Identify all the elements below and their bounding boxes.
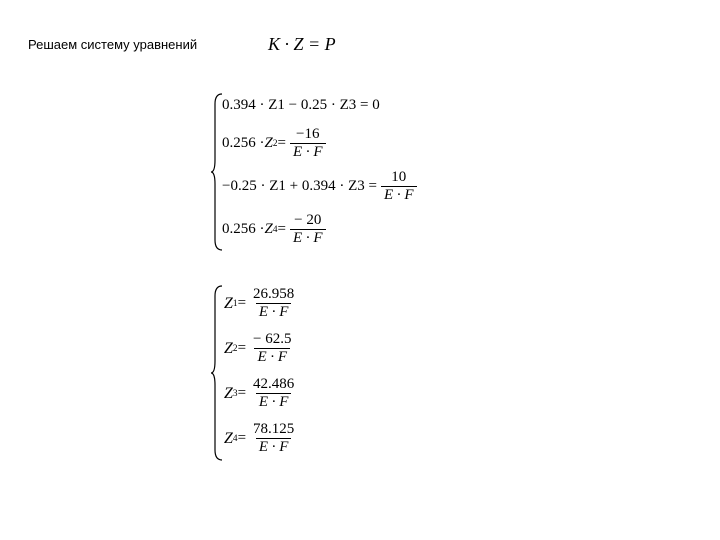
eq3-lhs: −0.25 · Z1 + 0.394 · Z3 =: [222, 178, 377, 194]
eq4-denominator: E · F: [290, 229, 326, 247]
z1-sub: 1: [232, 298, 238, 309]
z3-fraction: [250, 376, 297, 411]
z1-denominator: E · F: [256, 303, 292, 321]
eq2-eqsign: =: [277, 135, 286, 151]
z4-var: Z: [224, 429, 233, 447]
solution-z3: [224, 376, 297, 411]
eq3-numerator: 10: [391, 169, 407, 185]
z2-var: Z: [224, 339, 233, 357]
system1-eq1: [222, 97, 380, 114]
z2-eqsign: =: [237, 340, 247, 356]
caption-text: Решаем систему уравнений: [28, 37, 198, 52]
z2-denominator: E · F: [254, 348, 290, 366]
eq4-eqsign: =: [277, 221, 286, 237]
eq3-denominator: E · F: [381, 186, 417, 204]
system1-eq3: [222, 169, 417, 204]
eq1-text: 0.394 · Z1 − 0.25 · Z3 = 0: [222, 97, 380, 113]
z1-fraction: [250, 286, 297, 321]
eq2-fraction: [290, 126, 326, 161]
z4-denominator: E · F: [256, 438, 292, 456]
z1-eqsign: =: [237, 295, 247, 311]
solution-z4: [224, 421, 297, 456]
eq4-var: Z: [264, 221, 273, 237]
eq4-fraction: [290, 212, 326, 247]
z2-numerator: − 62.5: [253, 331, 292, 347]
z1-var: Z: [224, 294, 233, 312]
eq3-fraction: [381, 169, 417, 204]
eq2-denominator: E · F: [290, 143, 326, 161]
z3-denominator: E · F: [256, 393, 292, 411]
z4-sub: 4: [232, 433, 238, 444]
z3-numerator: 42.486: [253, 376, 295, 392]
eq2-var: Z: [264, 135, 273, 151]
solution-z1: [224, 286, 297, 321]
eq2-sub: 2: [272, 138, 278, 149]
z2-sub: 2: [232, 343, 238, 354]
solution-z2: [224, 331, 295, 366]
eq2-coef: 0.256 ·: [222, 135, 265, 151]
main-equation: K · Z = P: [268, 34, 336, 54]
system1-eq2: [222, 126, 326, 161]
z4-eqsign: =: [237, 430, 247, 446]
eq4-numerator: − 20: [294, 212, 322, 228]
z1-numerator: 26.958: [253, 286, 295, 302]
z4-numerator: 78.125: [253, 421, 295, 437]
system2-brace: [210, 284, 224, 462]
z3-sub: 3: [232, 388, 238, 399]
z3-eqsign: =: [237, 385, 247, 401]
eq2-numerator: −16: [296, 126, 320, 142]
z2-fraction: [250, 331, 294, 366]
z4-fraction: [250, 421, 297, 456]
system1-eq4: [222, 212, 326, 247]
eq4-sub: 4: [272, 224, 278, 235]
z3-var: Z: [224, 384, 233, 402]
eq4-coef: 0.256 ·: [222, 221, 265, 237]
